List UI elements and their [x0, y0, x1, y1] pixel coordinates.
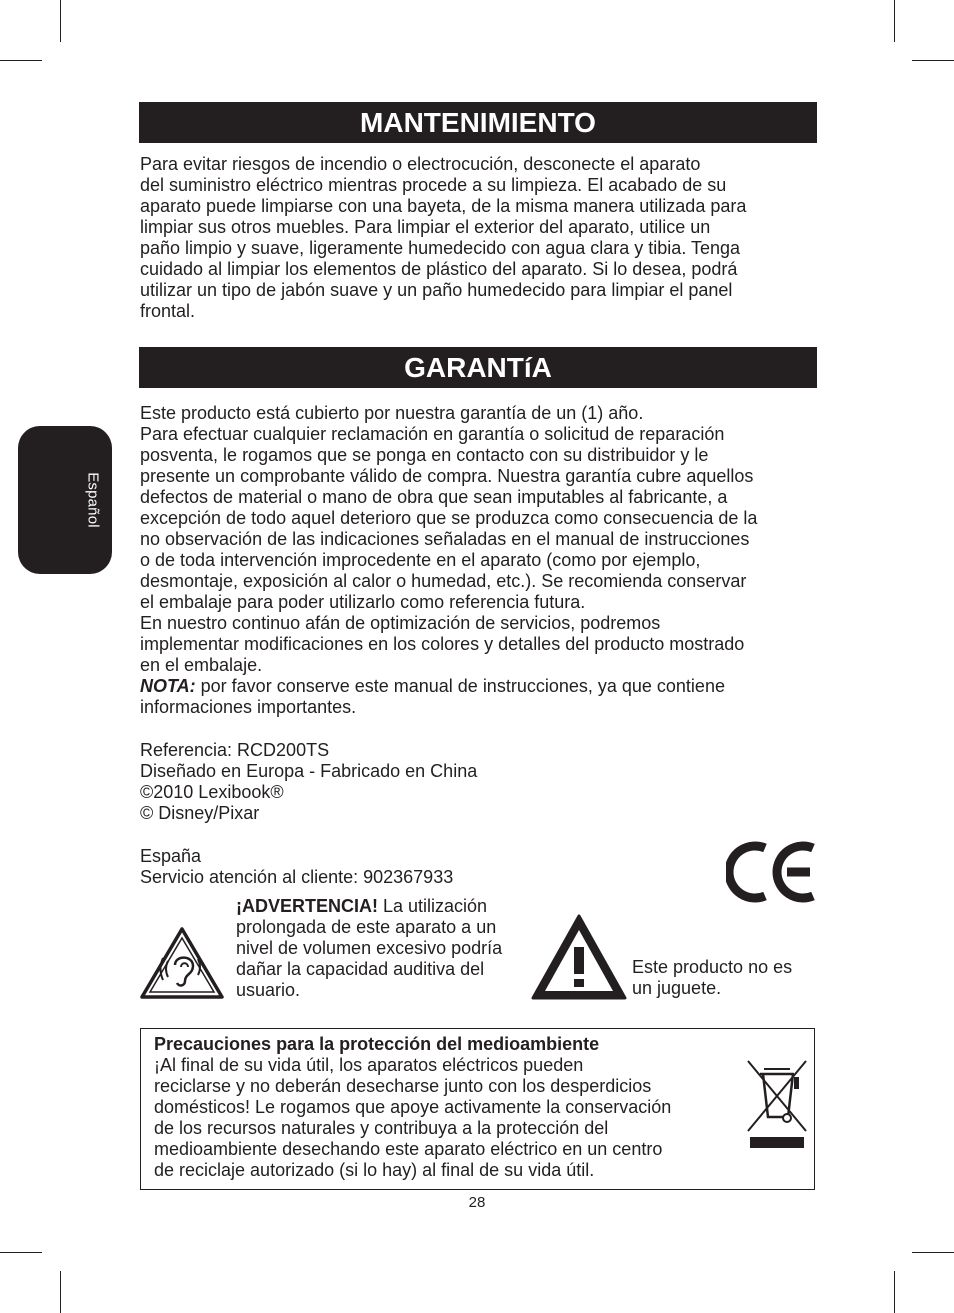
warranty-heading: GARANTíA: [139, 347, 817, 388]
text-line: En nuestro continuo afán de optimización de servicios, podremos: [140, 613, 661, 633]
toy-warning-text: [632, 957, 792, 999]
environment-text: [154, 1034, 671, 1181]
copyright-disney: © Disney/Pixar: [140, 803, 260, 823]
page-number: 28: [468, 1194, 486, 1211]
maintenance-paragraph: [140, 154, 820, 322]
text-line: desmontaje, exposición al calor o humedad, etc.). Se recomienda conservar: [140, 571, 747, 591]
hearing-warning-icon: [139, 925, 225, 1001]
exclamation-warning-icon: [530, 913, 628, 1001]
crop-mark: [60, 0, 61, 42]
warning-label: ¡ADVERTENCIA!: [236, 896, 378, 916]
crop-mark: [912, 60, 954, 61]
nota-text: por favor conserve este manual de instrucciones, ya que contiene: [195, 676, 725, 696]
text-line: limpiar sus otros muebles. Para limpiar el exterior del aparato, utilice un: [140, 217, 711, 237]
text-line: en el embalaje.: [140, 655, 263, 675]
environment-notice: [140, 1028, 815, 1190]
text-line: no observación de las indicaciones señaladas en el manual de instrucciones: [140, 529, 750, 549]
crop-mark: [894, 0, 895, 42]
text-line: del suministro eléctrico mientras procede a su limpieza. El acabado de su: [140, 175, 727, 195]
reference: Referencia: RCD200TS: [140, 740, 330, 760]
text-line: implementar modificaciones en los colores y detalles del producto mostrado: [140, 634, 745, 654]
origin: Diseñado en Europa - Fabricado en China: [140, 761, 478, 781]
nota-label: NOTA:: [140, 676, 196, 696]
product-info: [140, 740, 820, 824]
text-line: el embalaje para poder utilizarlo como referencia futura.: [140, 592, 586, 612]
text-line: aparato puede limpiarse con una bayeta, de la misma manera utilizada para: [140, 196, 747, 216]
ce-mark-icon: [726, 838, 818, 906]
text-line: presente un comprobante válido de compra. Nuestra garantía cubre aquellos: [140, 466, 754, 486]
text-line: frontal.: [140, 301, 196, 321]
text-line: posventa, le rogamos que se ponga en contacto con su distribuidor y le: [140, 445, 709, 465]
text-line: cuidado al limpiar los elementos de plástico del aparato. Si lo desea, podrá: [140, 259, 738, 279]
warning-line: prolongada de este aparato a un: [236, 917, 497, 937]
maintenance-heading: MANTENIMIENTO: [139, 102, 817, 143]
env-line: ¡Al final de su vida útil, los aparatos eléctricos pueden: [154, 1055, 584, 1075]
crossed-bin-icon: [744, 1057, 810, 1153]
crop-mark: [912, 1252, 954, 1253]
crop-mark: [894, 1271, 895, 1313]
environment-title: Precauciones para la protección del medioambiente: [154, 1034, 600, 1054]
crop-mark: [60, 1271, 61, 1313]
country: España: [140, 846, 202, 866]
warranty-paragraph: [140, 403, 820, 718]
text-line: Para efectuar cualquier reclamación en garantía o solicitud de reparación: [140, 424, 725, 444]
env-line: reciclarse y no deberán desecharse junto con los desperdicios: [154, 1076, 652, 1096]
text-line: paño limpio y suave, ligeramente humedecido con agua clara y tibia. Tenga: [140, 238, 741, 258]
customer-service: [140, 846, 820, 888]
warning-line: nivel de volumen excesivo podría: [236, 938, 503, 958]
text-line: informaciones importantes.: [140, 697, 357, 717]
crop-mark: [0, 1252, 42, 1253]
toy-line: un juguete.: [632, 978, 722, 998]
text-line: utilizar un tipo de jabón suave y un paño humedecido para limpiar el panel: [140, 280, 733, 300]
hearing-warning-text: [236, 896, 502, 1001]
nota-line: [140, 676, 820, 697]
env-line: de reciclaje autorizado (si lo hay) al final de su vida útil.: [154, 1160, 595, 1180]
warning-line: [236, 896, 502, 917]
text-line: excepción de todo aquel deterioro que se produzca como consecuencia de la: [140, 508, 758, 528]
env-line: de los recursos naturales y contribuya a la protección del: [154, 1118, 609, 1138]
warning-line: usuario.: [236, 980, 301, 1000]
copyright-lexibook: ©2010 Lexibook®: [140, 782, 284, 802]
toy-line: Este producto no es: [632, 957, 793, 977]
crop-mark: [0, 60, 42, 61]
warning-line: dañar la capacidad auditiva del: [236, 959, 485, 979]
language-tab-label: Español: [84, 472, 102, 528]
warning-text: La utilización: [378, 896, 488, 916]
env-line: domésticos! Le rogamos que apoye activamente la conservación: [154, 1097, 672, 1117]
text-line: Para evitar riesgos de incendio o electrocución, desconecte el aparato: [140, 154, 701, 174]
text-line: defectos de material o mano de obra que sean imputables al fabricante, a: [140, 487, 728, 507]
env-line: medioambiente desechando este aparato eléctrico en un centro: [154, 1139, 663, 1159]
text-line: o de toda intervención improcedente en el aparato (como por ejemplo,: [140, 550, 701, 570]
service-phone: Servicio atención al cliente: 902367933: [140, 867, 454, 887]
text-line: Este producto está cubierto por nuestra garantía de un (1) año.: [140, 403, 644, 423]
